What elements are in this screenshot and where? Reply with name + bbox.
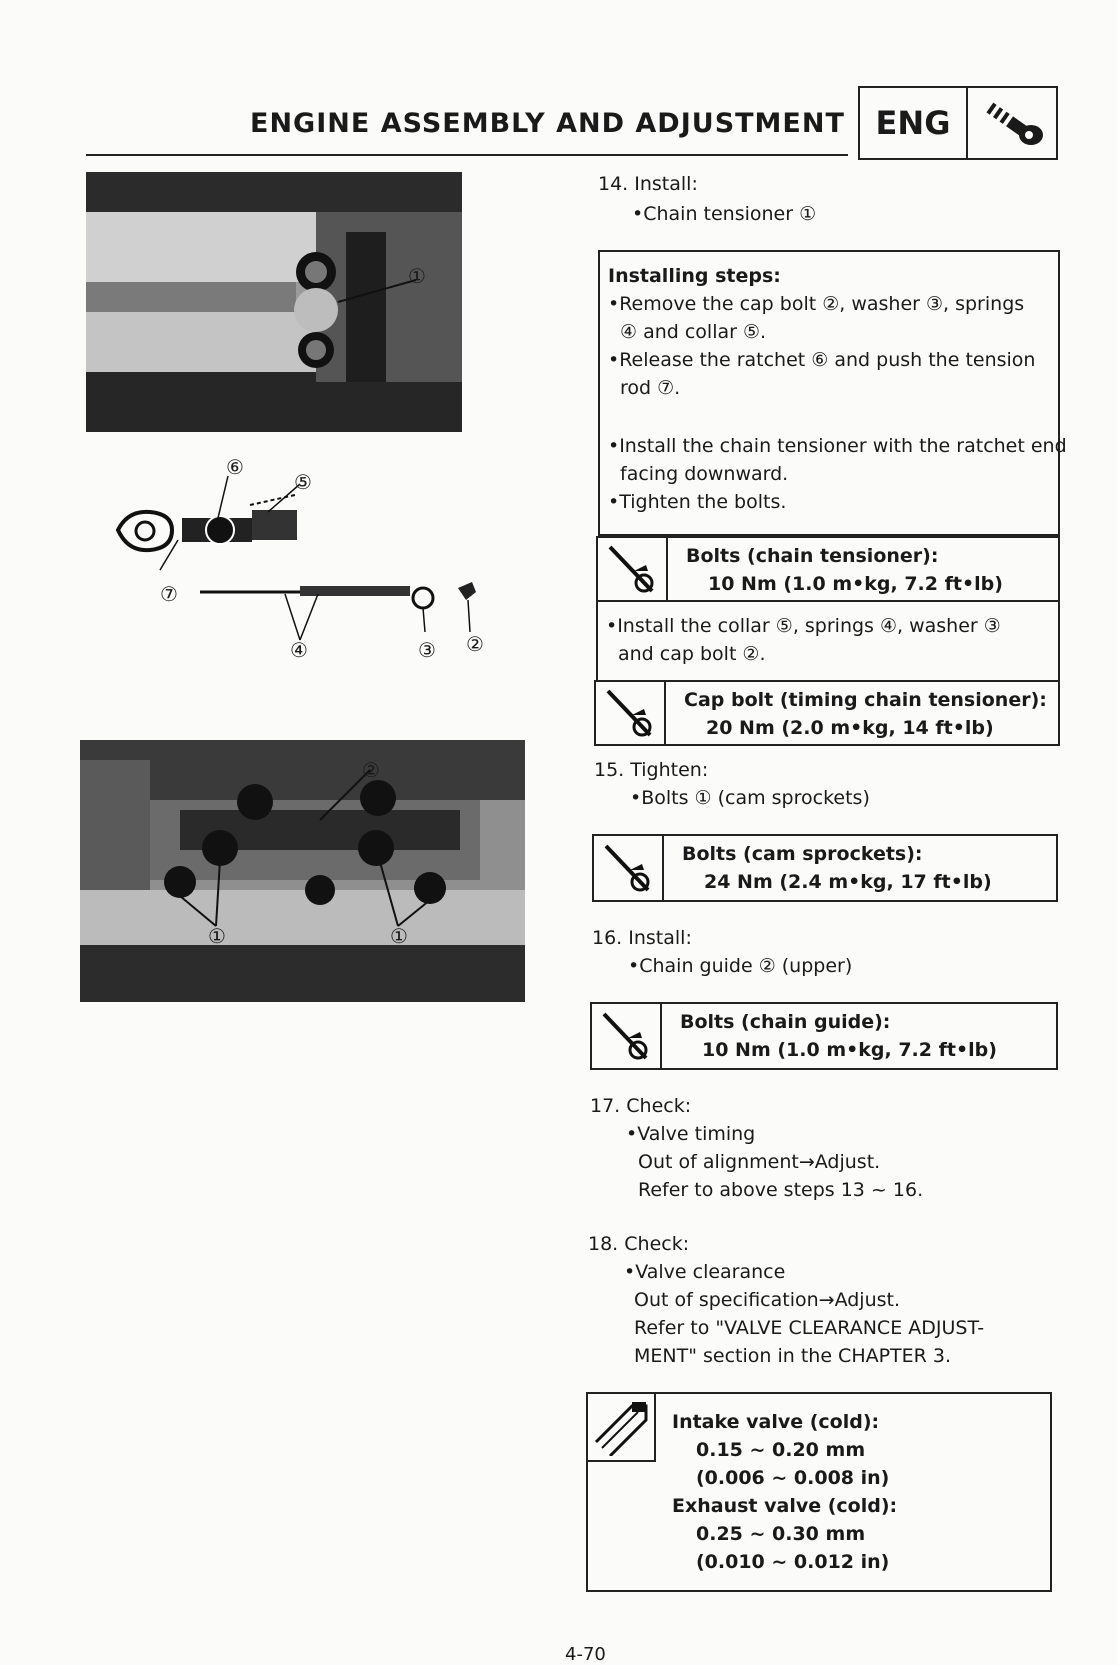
torque-spec-chain-guide	[590, 1002, 1058, 1070]
installing-step-line: •Install the chain tensioner with the ratchet end	[608, 435, 1067, 457]
engine-icon	[968, 88, 1056, 158]
exhaust-valve-mm: 0.25 ~ 0.30 mm	[696, 1523, 866, 1545]
figure-label: ②	[362, 758, 380, 782]
installing-step-line: ④ and collar ⑤.	[620, 321, 767, 343]
exhaust-valve-in: (0.010 ~ 0.012 in)	[696, 1551, 890, 1573]
figure-label: ⑤	[294, 470, 312, 494]
figure-label: ②	[466, 632, 484, 656]
badge-label: ENG	[860, 88, 968, 158]
step-18-line: Refer to "VALVE CLEARANCE ADJUST-	[634, 1317, 985, 1339]
spec-title: Bolts (chain tensioner):	[686, 545, 939, 567]
header-rule	[86, 154, 848, 156]
step-17-title: 17. Check:	[590, 1095, 692, 1117]
step-14-title: 14. Install:	[598, 173, 698, 195]
torque-wrench-icon	[594, 836, 664, 900]
exhaust-valve-title: Exhaust valve (cold):	[672, 1495, 898, 1517]
step-18-title: 18. Check:	[588, 1233, 690, 1255]
step-18-item: •Valve clearance	[624, 1261, 786, 1283]
page-title: ENGINE ASSEMBLY AND ADJUSTMENT	[250, 108, 845, 139]
step-18-line: MENT" section in the CHAPTER 3.	[634, 1345, 952, 1367]
spec-title: Bolts (cam sprockets):	[682, 843, 923, 865]
step-16-title: 16. Install:	[592, 927, 692, 949]
page-number: 4-70	[565, 1644, 606, 1665]
installing-step-line: •Tighten the bolts.	[608, 491, 787, 513]
feeler-gauge-icon	[588, 1394, 656, 1462]
spec-value: 24 Nm (2.4 m•kg, 17 ft•lb)	[704, 871, 992, 893]
figure-label: ⑦	[160, 582, 178, 606]
spec-title: Cap bolt (timing chain tensioner):	[684, 689, 1047, 711]
figure-label: ①	[390, 924, 408, 948]
step-15-item: •Bolts ① (cam sprockets)	[630, 787, 870, 809]
installing-step-line: •Release the ratchet ⑥ and push the tension	[608, 349, 1036, 371]
section-badge	[858, 86, 1058, 160]
step-16-item: •Chain guide ② (upper)	[628, 955, 853, 977]
installing-step-line: facing downward.	[620, 463, 789, 485]
intake-valve-title: Intake valve (cold):	[672, 1411, 880, 1433]
step-17-line: Out of alignment→Adjust.	[638, 1151, 881, 1173]
spec-title: Bolts (chain guide):	[680, 1011, 891, 1033]
installing-step-line: and cap bolt ②.	[618, 643, 766, 665]
step-17-item: •Valve timing	[626, 1123, 756, 1145]
torque-wrench-icon	[592, 1004, 662, 1068]
spec-value: 10 Nm (1.0 m•kg, 7.2 ft•lb)	[702, 1039, 997, 1061]
step-15-title: 15. Tighten:	[594, 759, 709, 781]
step-18-line: Out of specification→Adjust.	[634, 1289, 901, 1311]
figure-label: ③	[418, 638, 436, 662]
figure-label: ①	[408, 264, 426, 288]
installing-steps-title: Installing steps:	[608, 265, 781, 287]
installing-step-line: rod ⑦.	[620, 377, 681, 399]
figure-label: ①	[208, 924, 226, 948]
spec-value: 20 Nm (2.0 m•kg, 14 ft•lb)	[706, 717, 994, 739]
installing-step-line: •Install the collar ⑤, springs ④, washer ③	[606, 615, 1001, 637]
step-17-line: Refer to above steps 13 ~ 16.	[638, 1179, 924, 1201]
torque-spec-cam-sprockets	[592, 834, 1058, 902]
torque-wrench-icon	[596, 682, 666, 744]
torque-wrench-icon	[598, 538, 668, 600]
torque-spec-chain-tensioner	[596, 536, 1060, 602]
figure-label: ⑥	[226, 455, 244, 479]
intake-valve-mm: 0.15 ~ 0.20 mm	[696, 1439, 866, 1461]
photo-cam-sprockets	[80, 740, 525, 1002]
spec-value: 10 Nm (1.0 m•kg, 7.2 ft•lb)	[708, 573, 1003, 595]
step-14-item: •Chain tensioner ①	[632, 203, 817, 225]
photo-chain-tensioner	[86, 172, 462, 432]
torque-spec-cap-bolt	[594, 680, 1060, 746]
installing-step-line: •Remove the cap bolt ②, washer ③, springs	[608, 293, 1025, 315]
intake-valve-in: (0.006 ~ 0.008 in)	[696, 1467, 890, 1489]
figure-label: ④	[290, 638, 308, 662]
